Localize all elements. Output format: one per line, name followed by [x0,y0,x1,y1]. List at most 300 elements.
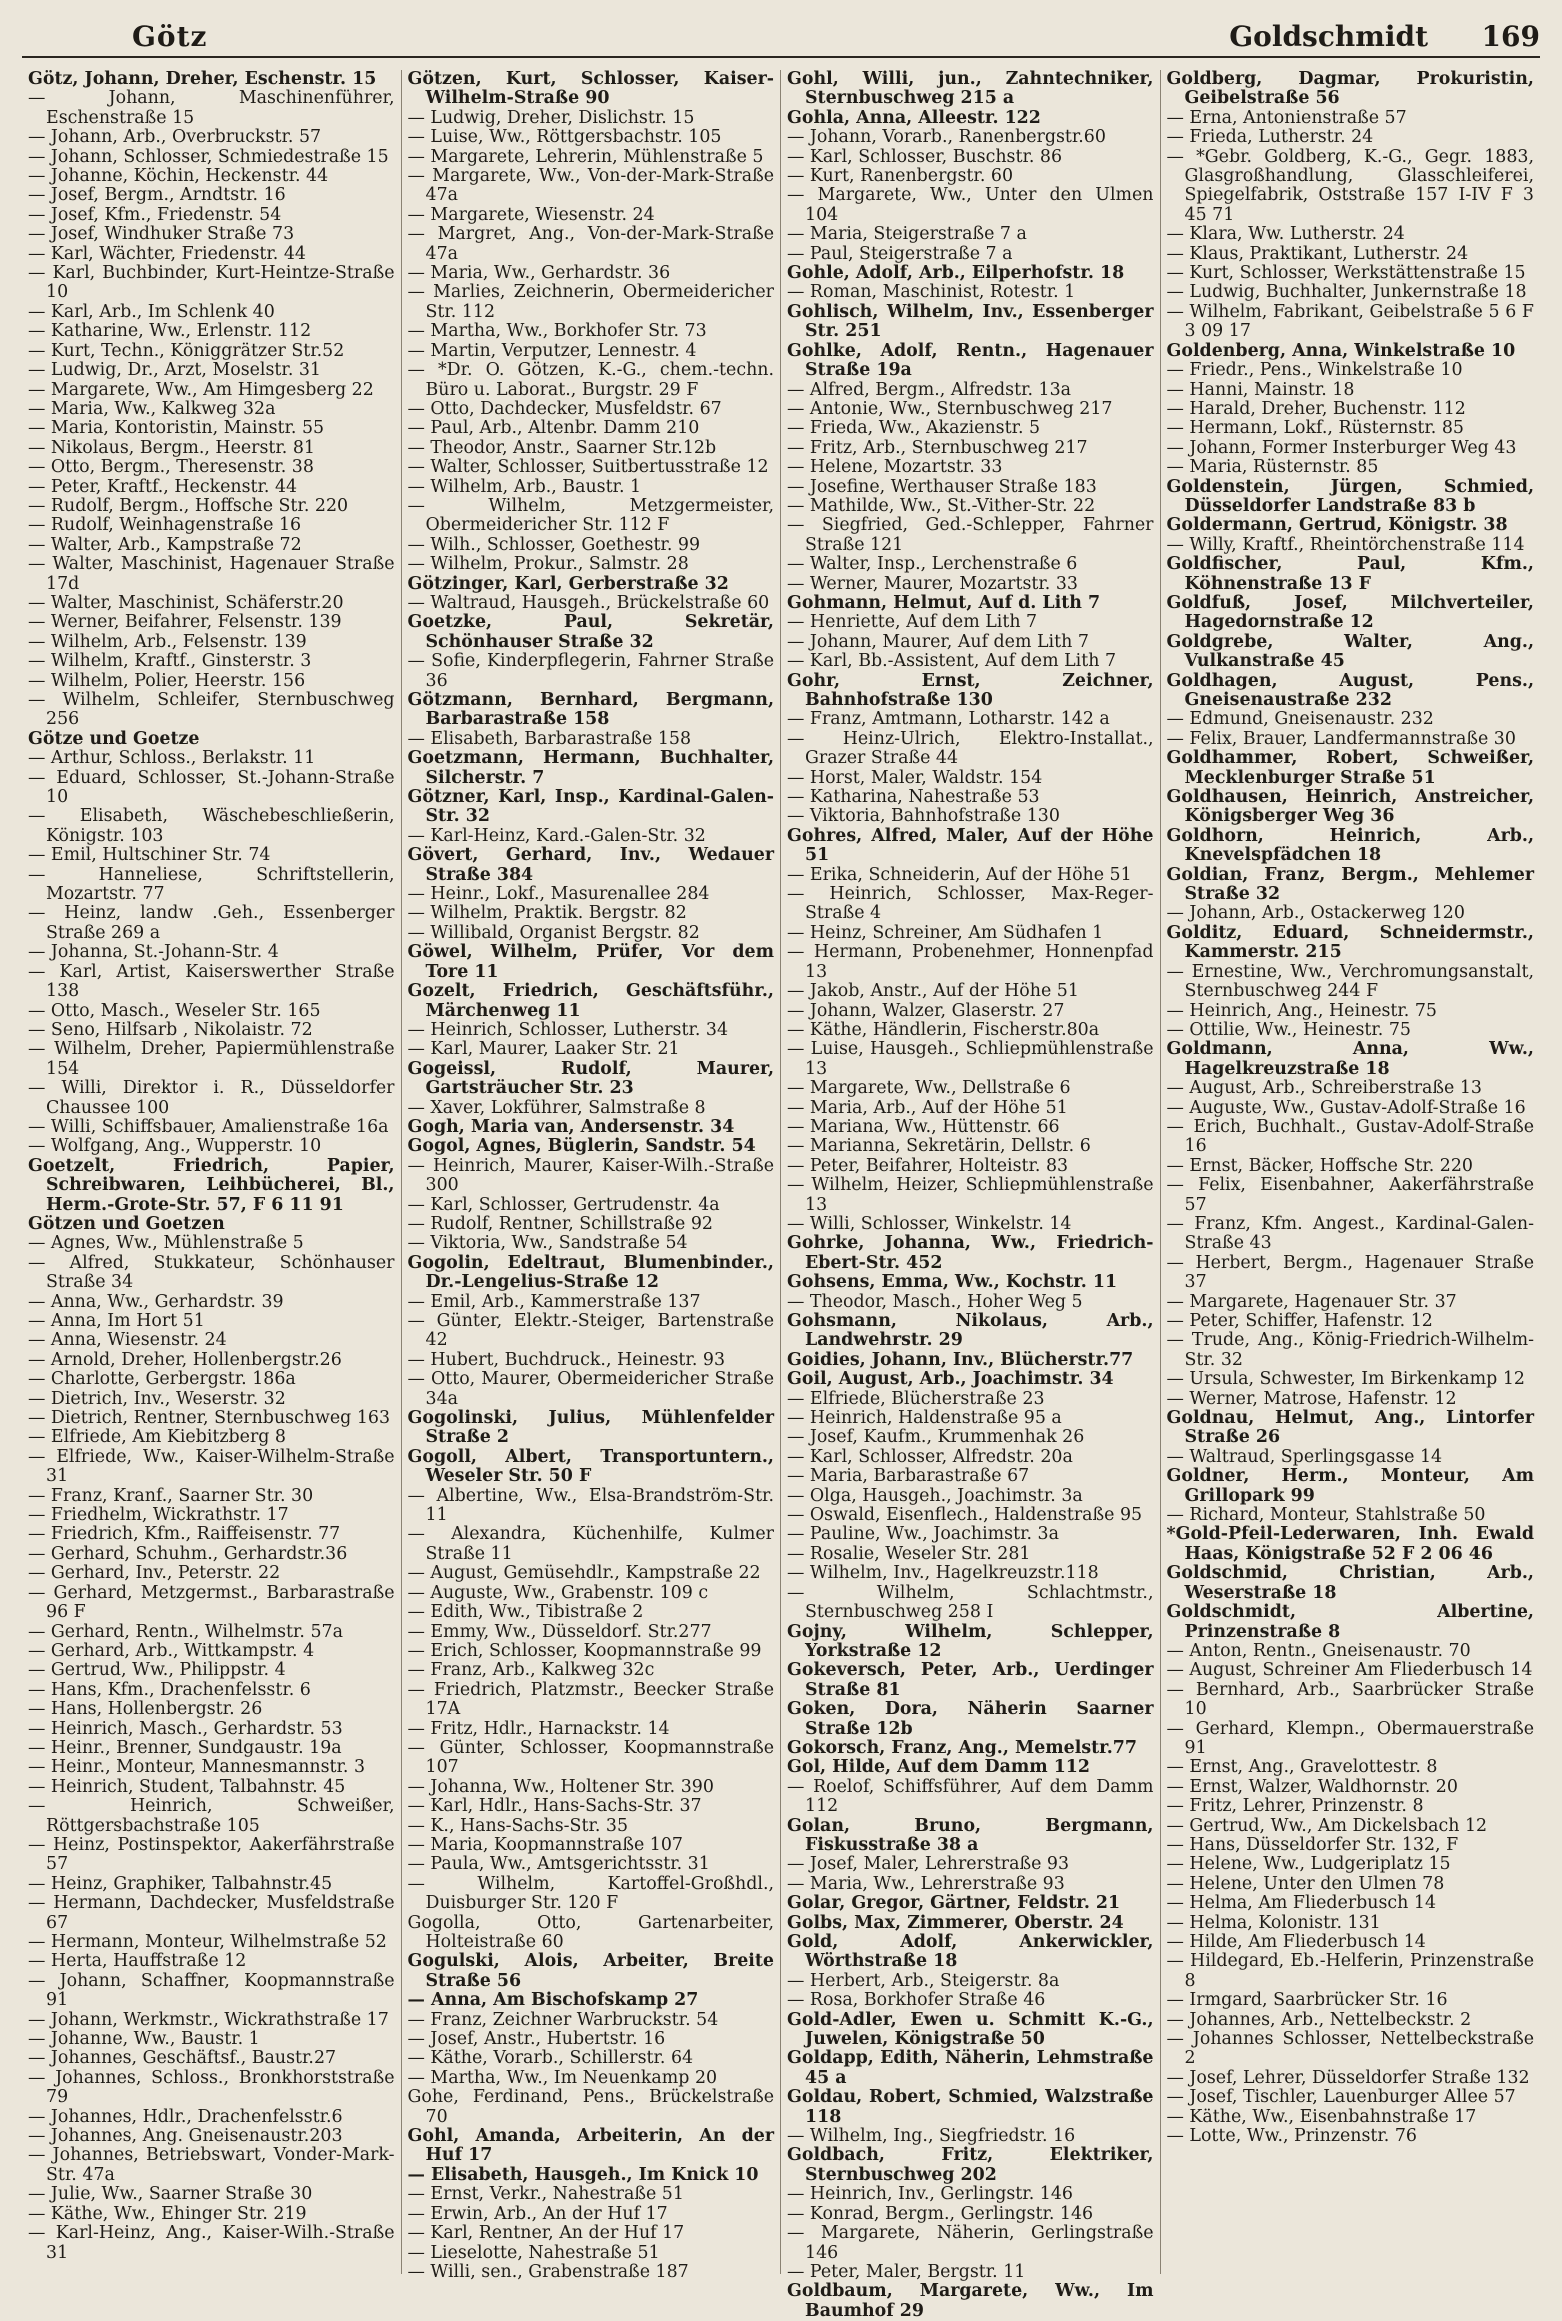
directory-entry: — Maria, Ww., Gerhardstr. 36 [407,263,671,284]
directory-entry: — Karl, Artist, Kaiserswerther Straße 138 [28,961,395,1002]
directory-entry: — Lotte, Ww., Prinzenstr. 76 [1166,2126,1417,2147]
directory-entry: — Wilhelm, Inv., Hagelkreuzstr.118 [787,1563,1099,1584]
directory-entry: — Johanna, St.-Johann-Str. 4 [28,942,279,963]
directory-entry: — Johann, Walzer, Glaserstr. 27 [787,1000,1065,1021]
directory-entry: — Fritz, Hdlr., Harnackstr. 14 [407,1718,670,1739]
directory-entry: Gogeissl, Rudolf, Maurer, Gartsträucher Str. 23 [407,1058,774,1099]
directory-entry: — Willi, Schlosser, Winkelstr. 14 [787,1213,1072,1234]
directory-entry: — Elfriede, Am Kiebitzberg 8 [28,1427,286,1448]
directory-entry: — Emil, Arb., Kammerstraße 137 [407,1291,701,1312]
directory-entry: — Edmund, Gneisenaustr. 232 [1166,709,1434,730]
directory-entry: Golar, Gregor, Gärtner, Feldstr. 21 [787,1893,1121,1914]
directory-entry: — Agnes, Ww., Mühlenstraße 5 [28,1233,304,1254]
directory-entry: — Heinrich, Haldenstraße 95 a [787,1408,1062,1429]
directory-entry: Goldhausen, Heinrich, Anstreicher, Königsberger Weg 36 [1166,787,1534,827]
directory-entry: Goldgrebe, Walter, Ang., Vulkanstraße 45 [1166,631,1534,672]
directory-entry: Goldschmid, Christian, Arb., Weserstraße 18 [1166,1563,1534,1603]
directory-entry: — Gerhard, Inv., Peterstr. 22 [28,1563,281,1584]
directory-entry: — Margarete, Ww., Am Himgesberg 22 [28,379,374,400]
directory-entry: — Margret, Ang., Von-der-Mark-Straße 47a [407,224,774,264]
directory-entry: — Käthe, Händlerin, Fischerstr.80a [787,1019,1100,1040]
directory-entry: Gohl, Willi, jun., Zahntechniker, Sternbuschweg 215 a [787,69,1154,109]
directory-entry: — Ernst, Ang., Gravelottestr. 8 [1166,1757,1438,1778]
directory-entry: — Maria, Ww., Lehrerstraße 93 [787,1873,1065,1894]
directory-entry: — Wilhelm, Praktik. Bergstr. 82 [407,903,687,924]
directory-entry: — Henriette, Auf dem Lith 7 [787,612,1038,633]
directory-entry: — Gertrud, Ww., Philippstr. 4 [28,1660,286,1681]
directory-entry: — Margarete, Hagenauer Str. 37 [1166,1291,1457,1312]
directory-entry: — Franz, Amtmann, Lotharstr. 142 a [787,709,1110,730]
directory-entry: — Erich, Schlosser, Koopmannstraße 99 [407,1640,762,1661]
directory-entry: Gold-Adler, Ewen u. Schmitt K.-G., Juwelen, Königstraße 50 [787,2009,1154,2050]
directory-entry: — Heinz, Schreiner, Am Südhafen 1 [787,922,1104,943]
directory-entry: — Heinr., Brenner, Sundgaustr. 19a [28,1737,342,1758]
directory-entry: — Karl, Maurer, Laaker Str. 21 [407,1039,680,1060]
directory-entry: — Erna, Antonienstraße 57 [1166,107,1407,128]
directory-entry: — Marlies, Zeichnerin, Obermeidericher Str. 112 [407,282,774,322]
directory-entry: Gogolin, Edeltraut, Blumenbinder., Dr.-Lengelius-Straße 12 [407,1252,774,1293]
directory-entry: — Bernhard, Arb., Saarbrücker Straße 10 [1166,1679,1534,1720]
directory-entry: — Hans, Düsseldorfer Str. 132, F [1166,1834,1459,1855]
directory-entry: — Josef, Kaufm., Krummenhak 26 [787,1427,1085,1448]
directory-entry: — Ernst, Verkr., Nahestraße 51 [407,2184,684,2205]
directory-entry: — Xaver, Lokführer, Salmstraße 8 [407,1097,706,1118]
directory-entry: — Kurt, Schlosser, Werkstättenstraße 15 [1166,263,1526,284]
directory-entry: — Karl-Heinz, Kard.-Galen-Str. 32 [407,825,706,846]
directory-entry: Gogol, Agnes, Büglerin, Sandstr. 54 [407,1136,756,1157]
directory-entry: — Emmy, Ww., Düsseldorf. Str.277 [407,1621,712,1642]
directory-entry: — Peter, Kraftf., Heckenstr. 44 [28,476,298,497]
directory-entry: — Herta, Hauffstraße 12 [28,1951,247,1972]
directory-entry: — Elisabeth, Wäschebeschließerin, Königstr. 103 [28,806,395,846]
directory-entry: Goldfuß, Josef, Milchverteiler, Hagedornstraße 12 [1166,592,1534,633]
directory-entry: — Frieda, Ww., Akazienstr. 5 [787,418,1041,439]
directory-entry: — Luise, Ww., Röttgersbachstr. 105 [407,127,722,148]
directory-entry: Goldnau, Helmut, Ang., Lintorfer Straße 26 [1166,1408,1534,1448]
directory-entry: — Gertrud, Ww., Am Dickelsbach 12 [1166,1815,1488,1836]
directory-entry: — Alexandra, Küchenhilfe, Kulmer Straße 11 [407,1524,774,1564]
directory-entry: — Heinz, Postinspektor, Aakerfährstraße 57 [28,1834,395,1875]
directory-entry: — Arthur, Schloss., Berlakstr. 11 [28,748,316,769]
directory-entry: — Julie, Ww., Saarner Straße 30 [28,2184,313,2205]
directory-entry: — Josef, Lehrer, Düsseldorfer Straße 132 [1166,2067,1530,2088]
column-4 [1161,70,1541,2274]
directory-entry: Gogulski, Alois, Arbeiter, Breite Straße 56 [407,1951,774,1991]
directory-entry: — Otto, Bergm., Theresenstr. 38 [28,457,314,478]
directory-entry: — Elfriede, Ww., Kaiser-Wilhelm-Straße 31 [28,1446,395,1487]
directory-entry: — Hermann, Probenehmer, Honnenpfad 13 [787,942,1154,982]
directory-entry: — Johann, Maurer, Auf dem Lith 7 [787,631,1089,652]
directory-entry: — Heinr., Monteur, Mannesmannstr. 3 [28,1757,366,1778]
directory-entry: — Wilh., Schlosser, Goethestr. 99 [407,534,701,555]
directory-entry: Gogolinski, Julius, Mühlenfelder Straße 2 [407,1408,774,1448]
directory-entry: — Johannes, Betriebswart, Vonder-Mark-Str. 47a [28,2145,395,2185]
directory-entry: — Helene, Mozartstr. 33 [787,457,1003,478]
directory-entry: — Karl, Buchbinder, Kurt-Heintze-Straße 10 [28,263,395,303]
directory-entry: Gohla, Anna, Alleestr. 122 [787,107,1041,128]
directory-entry: — Josef, Kfm., Friedenstr. 54 [28,204,282,225]
directory-entry: Gohr, Ernst, Zeichner, Bahnhofstraße 130 [787,670,1154,710]
directory-entry: Gokorsch, Franz, Ang., Memelstr.77 [787,1737,1137,1758]
directory-entry: — Waltraud, Sperlingsgasse 14 [1166,1446,1443,1467]
directory-entry: — Anton, Rentn., Gneisenaustr. 70 [1166,1640,1471,1661]
directory-entry: — Alfred, Stukkateur, Schönhauser Straße 34 [28,1252,395,1293]
directory-entry: — Viktoria, Bahnhofstraße 130 [787,806,1060,827]
directory-entry: — Rudolf, Bergm., Hoffsche Str. 220 [28,495,349,516]
directory-entry: Götze und Goetze [28,728,200,749]
directory-entry: Gohlisch, Wilhelm, Inv., Essenberger Str. 251 [787,301,1154,342]
columns [22,69,1540,2321]
directory-entry: — Günter, Schlosser, Koopmannstraße 107 [407,1737,774,1778]
directory-entry: — Ursula, Schwester, Im Birkenkamp 12 [1166,1369,1525,1390]
directory-entry: — Anna, Im Hort 51 [28,1311,205,1331]
directory-entry: — Otto, Dachdecker, Musfeldstr. 67 [407,398,722,419]
directory-entry: — Paula, Ww., Amtsgerichtsstr. 31 [407,1854,710,1875]
directory-entry: — Willi, sen., Grabenstraße 187 [407,2261,689,2282]
directory-entry: — Heinrich, Masch., Gerhardstr. 53 [28,1718,343,1739]
directory-entry: — Maria, Rüsternstr. 85 [1166,457,1379,478]
directory-entry: — Hermann, Dachdecker, Musfeldstraße 67 [28,1893,395,1933]
directory-entry: — Willi, Direktor i. R., Düsseldorfer Chaussee 100 [28,1078,395,1118]
directory-entry: — Werner, Maurer, Mozartstr. 33 [787,573,1078,594]
directory-entry: Gojny, Wilhelm, Schlepper, Yorkstraße 12 [787,1621,1154,1661]
directory-entry: — Paul, Arb., Altenbr. Damm 210 [407,418,700,439]
directory-entry: Gohrke, Johanna, Ww., Friedrich-Ebert-Str. 452 [787,1233,1154,1273]
directory-entry: — Franz, Zeichner Warbruckstr. 54 [407,2009,719,2030]
directory-entry: — Maria, Barbarastraße 67 [787,1466,1030,1487]
directory-entry: — Martin, Verputzer, Lennestr. 4 [407,340,697,361]
directory-entry: — Viktoria, Ww., Sandstraße 54 [407,1233,688,1254]
directory-entry: — Gerhard, Klempn., Obermauerstraße 91 [1166,1718,1534,1758]
directory-entry: — Edith, Ww., Tibistraße 2 [407,1602,644,1623]
directory-entry: — Wilhelm, Dreher, Papiermühlenstraße 154 [28,1039,395,1079]
directory-entry: — Walter, Schlosser, Suitbertusstraße 12 [407,457,769,478]
directory-entry: Götzinger, Karl, Gerberstraße 32 [407,573,729,594]
directory-entry: — Olga, Hausgeh., Joachimstr. 3a [787,1485,1083,1506]
directory-entry: — Ernst, Walzer, Waldhornstr. 20 [1166,1776,1458,1797]
directory-entry: — Waltraud, Hausgeh., Brückelstraße 60 [407,592,770,613]
directory-entry: Goldenberg, Anna, Winkelstraße 10 [1166,340,1516,361]
directory-entry: — Walter, Maschinist, Schäferstr.20 [28,592,344,613]
directory-entry: Goldbaum, Margarete, Ww., Im Baumhof 29 [787,2281,1154,2321]
directory-entry: — Peter, Maler, Bergstr. 11 [787,2261,1026,2282]
directory-entry: — Josef, Maler, Lehrerstraße 93 [787,1854,1070,1875]
directory-entry: — Arnold, Dreher, Hollenbergstr.26 [28,1349,342,1370]
directory-entry: — Heinrich, Student, Talbahnstr. 45 [28,1776,346,1797]
directory-entry: — Klara, Ww. Lutherstr. 24 [1166,224,1405,245]
directory-entry: — Mariana, Ww., Hüttenstr. 66 [787,1116,1060,1137]
directory-entry: — Johannes Schlosser, Nettelbeckstraße 2 [1166,2029,1534,2069]
directory-entry: Götzen, Kurt, Schlosser, Kaiser-Wilhelm-Straße 90 [407,69,774,109]
directory-entry: — Johanne, Ww., Baustr. 1 [28,2029,260,2050]
directory-entry: — Theodor, Masch., Hoher Weg 5 [787,1291,1083,1312]
directory-entry: — *Dr. O. Götzen, K.-G., chem.-techn. Büro u. Laborat., Burgstr. 29 F [407,360,774,400]
directory-entry: — August, Gemüsehdlr., Kampstraße 22 [407,1563,761,1584]
directory-entry: Goldian, Franz, Bergm., Mehlemer Straße 32 [1166,864,1534,905]
directory-entry: — Sofie, Kinderpflegerin, Fahrner Straße 36 [407,651,774,691]
directory-entry: Gohlke, Adolf, Rentn., Hagenauer Straße 19a [787,340,1154,381]
directory-entry: — Margarete, Näherin, Gerlingstraße 146 [787,2223,1154,2263]
directory-entry: Gohsmann, Nikolaus, Arb., Landwehrstr. 29 [787,1311,1154,1351]
directory-entry: — Karl, Rentner, An der Huf 17 [407,2223,685,2244]
directory-entry: — August, Schreiner Am Fliederbusch 14 [1166,1660,1533,1681]
directory-entry: — Wilhelm, Heizer, Schliepmühlenstraße 13 [787,1175,1154,1215]
directory-entry: Goldschmidt, Albertine, Prinzenstraße 8 [1166,1602,1534,1642]
directory-entry: — Hanneliese, Schriftstellerin, Mozartstr. 77 [28,864,395,905]
directory-entry: — Luise, Hausgeh., Schliepmühlenstraße 13 [787,1039,1154,1079]
header-right-keyword: Goldschmidt [1229,20,1428,53]
directory-entry: — Richard, Monteur, Stahlstraße 50 [1166,1505,1486,1526]
directory-entry: — Johann, Arb., Overbruckstr. 57 [28,127,322,148]
directory-entry: Gol, Hilde, Auf dem Damm 112 [787,1757,1091,1778]
directory-entry: — Wilhelm, Metzgermeister, Obermeidericher Str. 112 F [407,495,774,536]
directory-entry: — Rudolf, Rentner, Schillstraße 92 [407,1213,713,1234]
directory-entry: — August, Arb., Schreiberstraße 13 [1166,1078,1482,1099]
directory-entry: — Oswald, Eisenflech., Haldenstraße 95 [787,1505,1143,1526]
directory-entry: — Käthe, Ww., Eisenbahnstraße 17 [1166,2106,1477,2127]
directory-entry: Goldau, Robert, Schmied, Walzstraße 118 [787,2087,1154,2127]
directory-entry: Goetzmann, Hermann, Buchhalter, Silcherstr. 7 [407,748,774,788]
directory-entry: — Friedrich, Kfm., Raiffeisenstr. 77 [28,1524,341,1545]
directory-entry: — Maria, Koopmannstraße 107 [407,1834,683,1855]
directory-entry: — Rosalie, Weseler Str. 281 [787,1543,1031,1564]
directory-entry: — Anna, Ww., Gerhardstr. 39 [28,1291,284,1312]
directory-entry: — Margarete, Ww., Von-der-Mark-Straße 47a [407,166,774,206]
directory-entry: — Wilhelm, Kartoffel-Großhdl., Duisburger Str. 120 F [407,1873,774,1914]
directory-entry: — Horst, Maler, Waldstr. 154 [787,767,1043,788]
directory-entry: — Maria, Kontoristin, Mainstr. 55 [28,418,325,439]
directory-entry: — Josef, Anstr., Hubertstr. 16 [407,2029,666,2050]
directory-entry: — Heinrich, Maurer, Kaiser-Wilh.-Straße 300 [407,1155,774,1196]
directory-entry: — Herbert, Bergm., Hagenauer Straße 37 [1166,1252,1534,1293]
directory-entry: — Ernst, Bäcker, Hoffsche Str. 220 [1166,1155,1473,1176]
directory-entry: — Josef, Windhuker Straße 73 [28,224,295,245]
directory-entry: — Willi, Schiffsbauer, Amalienstraße 16a [28,1116,389,1137]
directory-entry: — Wilhelm, Polier, Heerstr. 156 [28,670,306,691]
directory-entry: — Roman, Maschinist, Rotestr. 1 [787,282,1076,303]
directory-entry: — Johann, Arb., Ostackerweg 120 [1166,903,1465,924]
directory-entry: — Johann, Schlosser, Schmiedestraße 15 [28,146,389,167]
directory-entry: — Dietrich, Inv., Weserstr. 32 [28,1388,286,1409]
directory-entry: — Heinrich, Inv., Gerlingstr. 146 [787,2184,1073,2205]
directory-entry: — Katharine, Ww., Erlenstr. 112 [28,321,312,342]
directory-entry: Gogoll, Albert, Transportuntern., Weseler Str. 50 F [407,1446,774,1487]
page-number: 169 [1481,20,1540,53]
directory-entry: — Maria, Steigerstraße 7 a [787,224,1027,245]
directory-entry: — Auguste, Ww., Gustav-Adolf-Straße 16 [1166,1097,1526,1118]
directory-entry: — Karl, Hdlr., Hans-Sachs-Str. 37 [407,1796,702,1817]
directory-entry: — Lieselotte, Nahestraße 51 [407,2242,660,2263]
column-1 [22,70,402,2274]
directory-entry: — Margarete, Ww., Dellstraße 6 [787,1078,1071,1099]
directory-entry: — Heinrich, Schlosser, Lutherstr. 34 [407,1019,729,1040]
directory-entry: — Willy, Kraftf., Rheintörchenstraße 114 [1166,534,1525,555]
directory-entry: — Ernestine, Ww., Verchromungsanstalt, Sternbuschweg 244 F [1166,961,1534,1002]
directory-entry: — Albertine, Ww., Elsa-Brandström-Str. 11 [407,1485,774,1526]
directory-entry: Goldner, Herm., Monteur, Am Grillopark 99 [1166,1466,1534,1506]
directory-entry: Götzen und Goetzen [28,1213,225,1234]
directory-entry: — Johannes, Hdlr., Drachenfelsstr.6 [28,2106,343,2127]
directory-entry: — Paul, Steigerstraße 7 a [787,243,1013,264]
directory-entry: — Jakob, Anstr., Auf der Höhe 51 [787,981,1079,1002]
directory-entry: Goil, August, Arb., Joachimstr. 34 [787,1369,1114,1390]
directory-entry: — Wilhelm, Schlachtmstr., Sternbuschweg 258 I [787,1582,1154,1623]
directory-entry: — Johannes, Arb., Nettelbeckstr. 2 [1166,2009,1472,2030]
directory-entry: — Ottilie, Ww., Heinestr. 75 [1166,1019,1411,1040]
directory-entry: Gogolla, Otto, Gartenarbeiter, Holteistraße 60 [407,1912,774,1952]
directory-entry: Götzner, Karl, Insp., Kardinal-Galen-Str. 32 [407,787,774,827]
directory-entry: — Hildegard, Eb.-Helferin, Prinzenstraße 8 [1166,1951,1534,1991]
directory-entry: Göwel, Wilhelm, Prüfer, Vor dem Tore 11 [407,942,774,982]
directory-entry: Gohmann, Helmut, Auf d. Lith 7 [787,592,1101,613]
directory-entry: — Wilhelm, Prokur., Salmstr. 28 [407,554,689,575]
directory-entry: — Günter, Elektr.-Steiger, Bartenstraße 42 [407,1311,774,1351]
directory-entry: — Franz, Kranf., Saarner Str. 30 [28,1485,314,1506]
directory-entry: — Johanna, Ww., Holtener Str. 390 [407,1776,714,1797]
directory-entry: — Helene, Ww., Ludgeriplatz 15 [1166,1854,1451,1875]
directory-entry: — Karl, Wächter, Friedenstr. 44 [28,243,306,264]
directory-entry: — Wilhelm, Fabrikant, Geibelstraße 5 6 F 3 09 17 [1166,301,1534,342]
directory-entry: — Friedrich, Platzmstr., Beecker Straße 17A [407,1679,774,1720]
directory-entry: — Josef, Bergm., Arndtstr. 16 [28,185,286,206]
directory-entry: — Auguste, Ww., Grabenstr. 109 c [407,1582,709,1603]
directory-entry: — Heinrich, Schweißer, Röttgersbachstraße 105 [28,1796,395,1836]
directory-entry: — Johanne, Köchin, Heckenstr. 44 [28,166,329,187]
directory-entry: — Margarete, Ww., Unter den Ulmen 104 [787,185,1154,225]
directory-entry: — Karl-Heinz, Ang., Kaiser-Wilh.-Straße 31 [28,2223,395,2263]
directory-entry: — Fritz, Arb., Sternbuschweg 217 [787,437,1088,458]
directory-entry: Golbs, Max, Zimmerer, Oberstr. 24 [787,1912,1124,1933]
directory-entry: — Otto, Masch., Weseler Str. 165 [28,1000,321,1021]
directory-entry: — Maria, Arb., Auf der Höhe 51 [787,1097,1068,1118]
directory-entry: — Erwin, Arb., An der Huf 17 [407,2203,668,2224]
directory-entry: — Wilhelm, Arb., Felsenstr. 139 [28,631,307,652]
directory-entry: — Marianna, Sekretärin, Dellstr. 6 [787,1136,1091,1157]
directory-entry: — Johann, Vorarb., Ranenbergstr.60 [787,127,1106,148]
directory-entry: — Margarete, Lehrerin, Mühlenstraße 5 [407,146,764,167]
directory-entry: — Heinz, Graphiker, Talbahnstr.45 [28,1873,333,1894]
directory-entry: — Otto, Maurer, Obermeidericher Straße 34a [407,1369,774,1409]
directory-entry: — Harald, Dreher, Buchenstr. 112 [1166,398,1466,419]
directory-entry: Gozelt, Friedrich, Geschäftsführ., Märchenweg 11 [407,981,774,1021]
directory-entry: — Charlotte, Gerbergstr. 186a [28,1369,296,1390]
directory-entry: — Katharina, Nahestraße 53 [787,787,1040,808]
directory-entry: — Friedr., Pens., Winkelstraße 10 [1166,360,1463,381]
directory-entry: Götzmann, Bernhard, Bergmann, Barbarastraße 158 [407,690,774,730]
directory-entry: — K., Hans-Sachs-Str. 35 [407,1815,629,1836]
directory-entry: Goetzelt, Friedrich, Papier, Schreibwaren, Leihbücherei, Bl., Herm.-Grote-Str. 57, F 6 11 91 [28,1155,395,1215]
directory-entry: — Heinz-Ulrich, Elektro-Installat., Grazer Straße 44 [787,728,1154,769]
directory-entry: — Seno, Hilfsarb , Nikolaistr. 72 [28,1019,313,1040]
directory-entry: — Wilhelm, Kraftf., Ginsterstr. 3 [28,651,312,672]
directory-entry: — Martha, Ww., Borkhofer Str. 73 [407,321,707,342]
directory-entry: — Rudolf, Weinhagenstraße 16 [28,515,302,536]
directory-entry: — Klaus, Praktikant, Lutherstr. 24 [1166,243,1469,264]
directory-entry: — Johannes, Ang. Gneisenaustr.203 [28,2126,343,2147]
directory-entry: — Rosa, Borkhofer Straße 46 [787,1990,1046,2011]
directory-entry: — Walter, Maschinist, Hagenauer Straße 17d [28,554,395,594]
directory-entry: — Gerhard, Metzgermst., Barbarastraße 96 F [28,1582,395,1623]
directory-entry: — Walter, Arb., Kampstraße 72 [28,534,302,555]
directory-entry: Goldermann, Gertrud, Königstr. 38 [1166,515,1508,536]
directory-entry: — Peter, Beifahrer, Holteistr. 83 [787,1155,1069,1176]
directory-entry: — Felix, Eisenbahner, Aakerfährstraße 57 [1166,1175,1534,1215]
directory-entry: — Johann, Maschinenführer, Eschenstraße 15 [28,88,395,128]
directory-entry: — Anna, Am Bischofskamp 27 [407,1990,699,2011]
directory-entry: — Antonie, Ww., Sternbuschweg 217 [787,398,1113,419]
directory-entry: — Elisabeth, Barbarastraße 158 [407,728,692,749]
directory-entry: — Mathilde, Ww., St.-Vither-Str. 22 [787,495,1096,516]
directory-entry: Goldmann, Anna, Ww., Hagelkreuzstraße 18 [1166,1039,1534,1079]
directory-entry: — Wilhelm, Schleifer, Sternbuschweg 256 [28,690,395,730]
directory-entry: — Nikolaus, Bergm., Heerstr. 81 [28,437,315,458]
directory-entry: — Erika, Schneiderin, Auf der Höhe 51 [787,864,1132,885]
directory-entry: — Siegfried, Ged.-Schlepper, Fahrner Straße 121 [787,515,1154,555]
directory-entry: — Johannes, Schloss., Bronkhorststraße 79 [28,2067,395,2108]
directory-entry: Goldapp, Edith, Näherin, Lehmstraße 45 a [787,2048,1154,2088]
directory-entry: — Hilde, Am Fliederbusch 14 [1166,1932,1426,1952]
directory-entry: — Eduard, Schlosser, St.-Johann-Straße 10 [28,767,395,808]
directory-entry: — Heinr., Lokf., Masurenallee 284 [407,884,710,905]
directory-entry: — Walter, Insp., Lerchenstraße 6 [787,554,1078,575]
directory-entry: — Ludwig, Dr., Arzt, Moselstr. 31 [28,360,321,381]
directory-entry: Gohle, Adolf, Arb., Eilperhofstr. 18 [787,263,1125,284]
header-left-keyword: Götz [132,20,208,53]
directory-entry: — Konrad, Bergm., Gerlingstr. 146 [787,2203,1094,2224]
directory-entry: Golan, Bruno, Bergmann, Fiskusstraße 38 a [787,1815,1154,1855]
directory-entry: — Hans, Hollenbergstr. 26 [28,1699,263,1720]
directory-entry: — Erich, Buchhalt., Gustav-Adolf-Straße 16 [1166,1116,1534,1157]
directory-entry: — Gerhard, Arb., Wittkampstr. 4 [28,1640,315,1661]
directory-entry: Goken, Dora, Näherin Saarner Straße 12b [787,1699,1154,1739]
directory-entry: — Ludwig, Dreher, Dislichstr. 15 [407,107,695,128]
directory-entry: — Margarete, Wiesenstr. 24 [407,204,655,225]
directory-entry: — Helma, Kolonistr. 131 [1166,1912,1381,1933]
directory-entry: — Hans, Kfm., Drachenfelsstr. 6 [28,1679,311,1700]
directory-entry: — Helma, Am Fliederbusch 14 [1166,1893,1437,1914]
directory-entry: Gokeversch, Peter, Arb., Uerdinger Straße 81 [787,1660,1154,1700]
directory-entry: — Franz, Kfm. Angest., Kardinal-Galen-Straße 43 [1166,1213,1534,1254]
directory-entry: Gohe, Ferdinand, Pens., Brückelstraße 70 [407,2087,774,2127]
directory-entry: — Heinrich, Ang., Heinestr. 75 [1166,1000,1437,1021]
directory-entry: Götz, Johann, Dreher, Eschenstr. 15 [28,69,377,89]
directory-entry: — Karl, Schlosser, Alfredstr. 20a [787,1446,1073,1467]
directory-entry: — Johannes, Geschäftsf., Baustr.27 [28,2048,337,2069]
column-3 [781,69,1161,2321]
directory-entry: — Friedhelm, Wickrathstr. 17 [28,1505,289,1526]
directory-entry: — Fritz, Lehrer, Prinzenstr. 8 [1166,1796,1424,1817]
directory-entry: — Hubert, Buchdruck., Heinestr. 93 [407,1349,726,1370]
directory-entry: — Johann, Former Insterburger Weg 43 [1166,437,1517,458]
directory-entry: — Pauline, Ww., Joachimstr. 3a [787,1524,1059,1545]
directory-entry: — Maria, Ww., Kalkweg 32a [28,398,276,419]
directory-entry: — Alfred, Bergm., Alfredstr. 13a [787,379,1072,400]
directory-entry: Goldbach, Fritz, Elektriker, Sternbuschweg 202 [787,2145,1154,2185]
directory-entry: — Willibald, Organist Bergstr. 82 [407,922,700,943]
directory-entry: — Gerhard, Rentn., Wilhelmstr. 57a [28,1621,343,1642]
directory-entry: — Frieda, Lutherstr. 24 [1166,127,1374,148]
directory-entry: Goldenstein, Jürgen, Schmied, Düsseldorfer Landstraße 83 b [1166,476,1534,516]
directory-entry: — Dietrich, Rentner, Sternbuschweg 163 [28,1408,391,1429]
directory-entry: — Emil, Hultschiner Str. 74 [28,845,271,866]
page-header [22,14,1540,58]
directory-entry: — Wilhelm, Ing., Siegfriedstr. 16 [787,2126,1076,2147]
directory-entry: — Johann, Werkmstr., Wickrathstraße 17 [28,2009,389,2030]
directory-entry: — Helene, Unter den Ulmen 78 [1166,1873,1445,1894]
directory-entry: Goetzke, Paul, Sekretär, Schönhauser Straße 32 [407,612,774,652]
directory-entry: — Roelof, Schiffsführer, Auf dem Damm 112 [787,1776,1154,1817]
directory-entry: — Heinrich, Schlosser, Max-Reger-Straße 4 [787,884,1154,924]
